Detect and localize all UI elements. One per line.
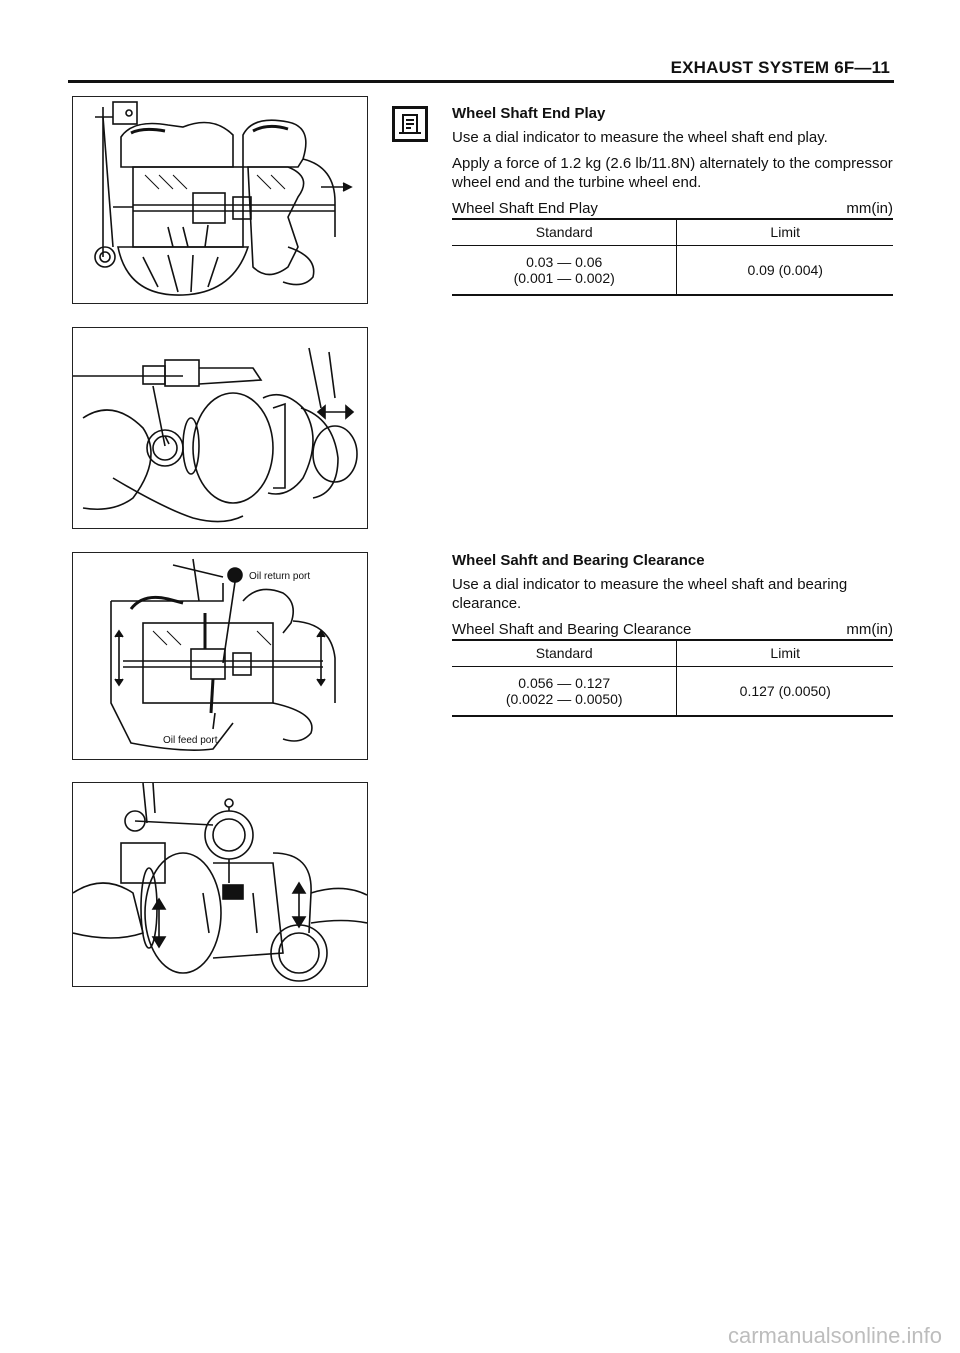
spec-table-unit: mm(in) [846, 200, 893, 217]
end-play-cross-section-drawing [73, 97, 367, 303]
standard-value-mm: 0.03 — 0.06 [526, 254, 603, 270]
header-rule [68, 80, 894, 83]
figure-bearing-clearance-measurement [72, 782, 368, 987]
spec-table-heading [452, 620, 893, 639]
standard-value-mm: 0.056 — 0.127 [518, 675, 611, 691]
spec-table-header-row [452, 640, 893, 667]
spec-table-header-row [452, 219, 893, 246]
page-header-title: EXHAUST SYSTEM 6F—11 [670, 58, 890, 77]
figure-end-play-cross-section [72, 96, 368, 304]
section-paragraph: Use a dial indicator to measure the wheel shaft and bearing clearance. [452, 576, 848, 612]
watermark: carmanualsonline.info [727, 1323, 942, 1348]
cell-limit: 0.09 (0.004) [747, 262, 823, 278]
oil-return-port-label: Oil return port [249, 571, 311, 582]
column-header-standard: Standard [452, 219, 677, 246]
section-paragraph: Apply a force of 1.2 kg (2.6 lb/11.8N) alternately to the compressor wheel end and the turbine wheel end. [452, 155, 893, 191]
table-row [452, 667, 893, 717]
standard-value-in: (0.001 — 0.002) [513, 270, 615, 286]
section-title: Wheel Shaft End Play [452, 105, 606, 122]
standard-value-in: (0.0022 — 0.0050) [505, 691, 623, 707]
figure-bearing-clearance-cross-section [72, 552, 368, 760]
section-title: Wheel Sahft and Bearing Clearance [452, 552, 705, 569]
section-bearing-clearance [452, 551, 893, 717]
column-header-standard: Standard [452, 640, 677, 667]
spec-table-end-play [452, 218, 893, 296]
cell-limit: 0.127 (0.0050) [739, 683, 831, 699]
section-paragraph: Use a dial indicator to measure the wheel shaft end play. [452, 129, 828, 146]
spec-table-heading [452, 199, 893, 218]
end-play-measurement-drawing [73, 328, 367, 528]
spec-table-unit: mm(in) [846, 621, 893, 638]
cell-standard [452, 246, 677, 296]
bearing-clearance-cross-section-drawing [73, 553, 367, 759]
cell-standard [452, 667, 677, 717]
column-header-limit: Limit [770, 224, 800, 240]
spec-table-title: Wheel Shaft and Bearing Clearance [452, 621, 692, 638]
column-header-limit: Limit [770, 645, 800, 661]
table-row [452, 246, 893, 296]
spec-table-title: Wheel Shaft End Play [452, 200, 598, 217]
spec-table-bearing-clearance [452, 639, 893, 717]
bearing-clearance-measurement-drawing [73, 783, 367, 986]
oil-feed-port-label: Oil feed port [163, 735, 218, 746]
section-wheel-shaft-end-play [452, 104, 893, 296]
inspection-tool-icon [392, 106, 428, 142]
figure-end-play-measurement [72, 327, 368, 529]
inspection-tool-icon-graphic [395, 109, 425, 139]
